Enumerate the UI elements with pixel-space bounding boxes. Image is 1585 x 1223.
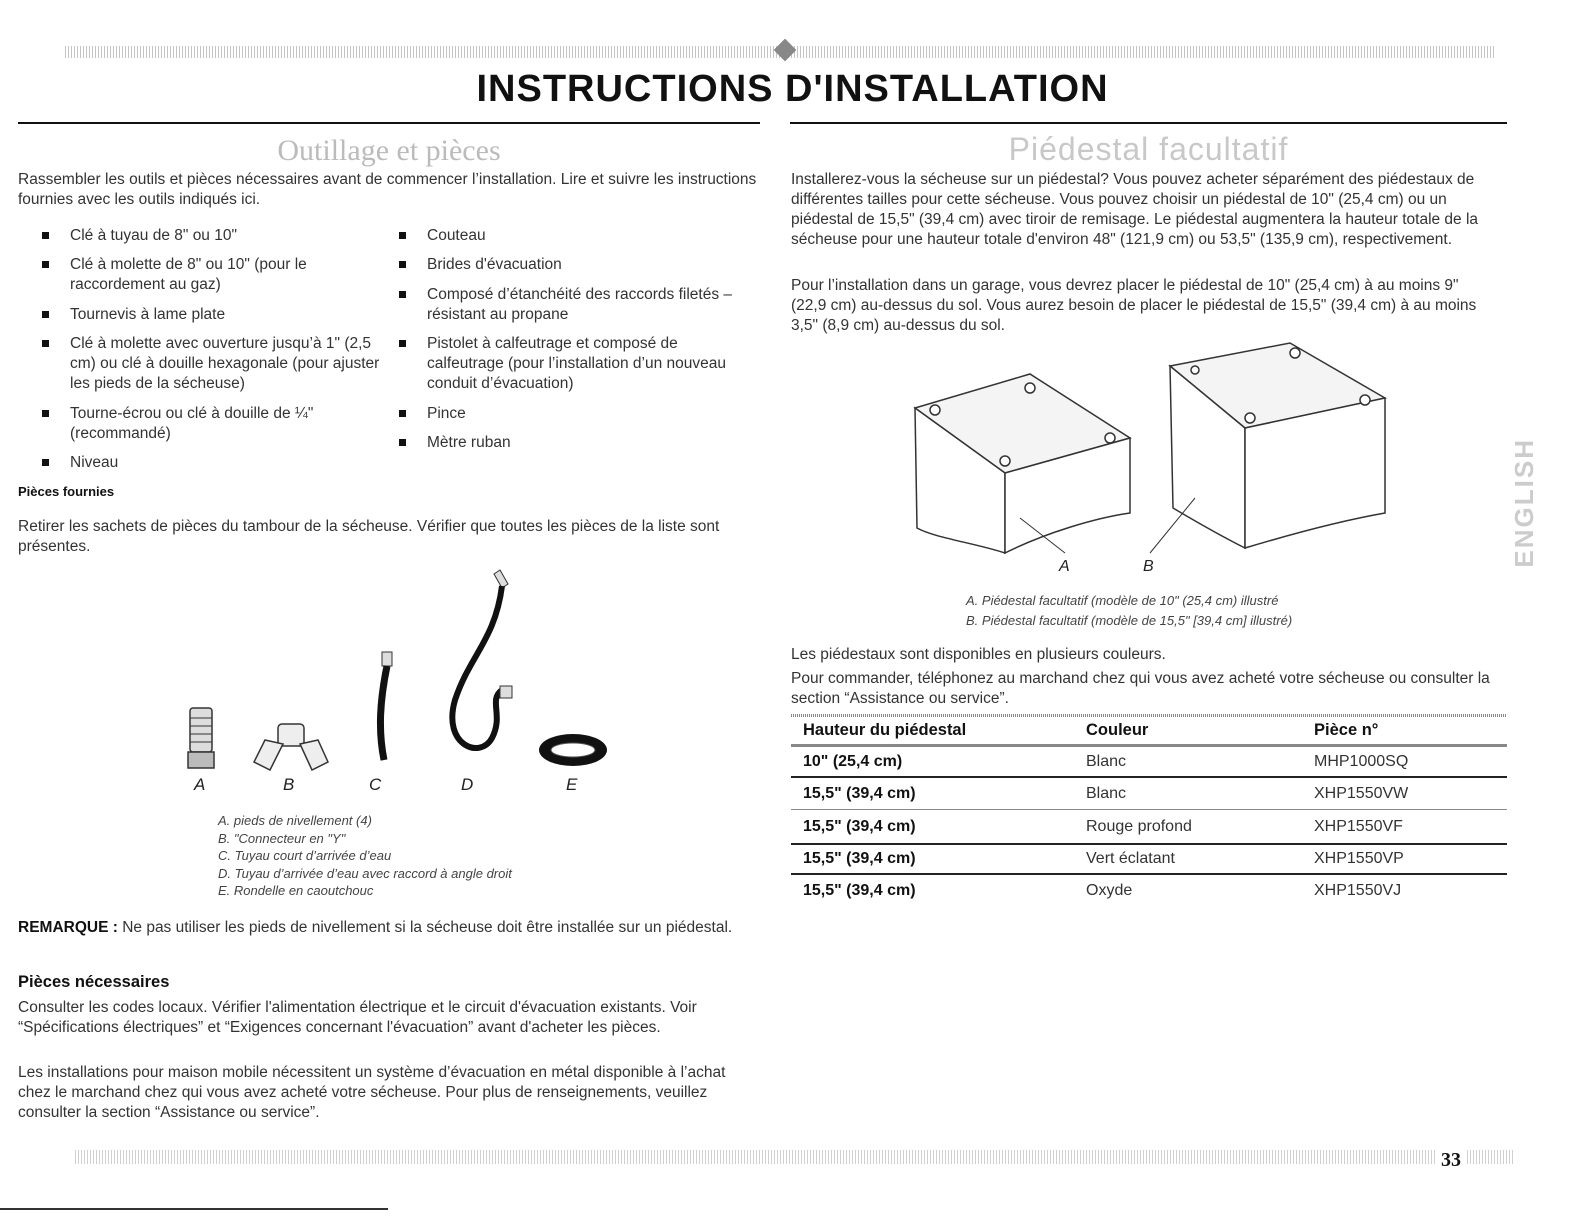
note-text: Ne pas utiliser les pieds de nivellement si la sécheuse doit être installée sur un piédestal.: [117, 919, 733, 936]
part-caption: C. Tuyau court d’arrivée d’eau: [218, 848, 392, 863]
part-caption: A. pieds de nivellement (4): [218, 813, 372, 828]
tool-item: Clé à molette avec ouverture jusqu’à 1" (2,5 cm) ou clé à douille hexagonale (pour ajuster les pieds de la sécheuse): [38, 334, 390, 394]
part-caption: D. Tuyau d’arrivée d’eau avec raccord à angle droit: [218, 865, 512, 881]
pedestal-illustration: [905, 338, 1395, 583]
pedestal-15in-icon: [1170, 343, 1385, 548]
table-cell: Rouge profond: [1086, 817, 1192, 835]
tool-item: Tourne-écrou ou clé à douille de ¼" (recommandé): [38, 404, 390, 444]
tool-item: Clé à tuyau de 8" ou 10": [38, 226, 390, 246]
table-cell: 15,5" (39,4 cm): [803, 850, 916, 867]
bottom-left-rule: [0, 1208, 388, 1210]
tool-item: Pince: [395, 404, 757, 424]
supplied-parts-illustration: [170, 560, 630, 790]
right-section-rule: [790, 122, 1507, 124]
table-cell: XHP1550VP: [1314, 850, 1404, 867]
part-label: E: [566, 775, 578, 794]
table-cell: Blanc: [1086, 784, 1127, 802]
table-row: [791, 747, 1507, 778]
tool-item: Composé d’étanchéité des raccords filetés – résistant au propane: [395, 285, 757, 325]
order-text: Pour commander, téléphonez au marchand chez qui vous avez acheté votre sécheuse ou consulter la section “Assistance ou service”.: [791, 670, 1490, 707]
right-section-title: Piédestal facultatif: [1008, 131, 1289, 167]
language-side-tab: [1509, 438, 1539, 568]
part-label: A: [194, 775, 206, 794]
table-header-cell: Pièce n°: [1314, 721, 1379, 739]
table-row: [791, 778, 1507, 810]
part-label: C: [369, 775, 382, 794]
supplied-parts-heading: Pièces fournies: [18, 484, 115, 499]
tool-item: Mètre ruban: [395, 433, 757, 453]
bottom-decorative-band: [75, 1150, 1515, 1164]
parts-captions: [218, 812, 638, 900]
table-cell: Vert éclatant: [1086, 850, 1175, 867]
language-side-tab-label: ENGLISH: [1509, 438, 1539, 568]
table-cell: 15,5" (39,4 cm): [803, 882, 916, 899]
tool-item: Clé à molette de 8" ou 10" (pour le raccordement au gaz): [38, 255, 390, 295]
tool-item: Niveau: [38, 453, 390, 473]
table-header-row: [791, 717, 1507, 747]
table-cell: 15,5" (39,4 cm): [803, 784, 916, 802]
table-cell: XHP1550VW: [1314, 784, 1409, 802]
table-cell: XHP1550VJ: [1314, 882, 1402, 899]
table-cell: MHP1000SQ: [1314, 752, 1409, 770]
angled-hose-icon: [452, 570, 512, 748]
table-cell: Blanc: [1086, 752, 1127, 770]
tool-item: Couteau: [395, 226, 757, 246]
table-cell: XHP1550VF: [1314, 817, 1403, 835]
pedestal-caption: A. Piédestal facultatif (modèle de 10" (25,4 cm) illustré: [966, 593, 1279, 608]
page-number: 33: [1437, 1149, 1465, 1172]
table-header-cell: Hauteur du piédestal: [803, 721, 967, 739]
table-row: [791, 810, 1507, 845]
pedestal-10in-icon: [915, 374, 1130, 553]
y-connector-icon: [254, 724, 328, 770]
pedestal-intro: Installerez-vous la sécheuse sur un piédestal? Vous pouvez acheter séparément des piédestaux de différentes tailles pour cette sécheuse. Vous pouvez choisir un piédestal de 10" (25,4 cm) ou un piédestal de 15,5" (39,4 cm) avec tiroir de remisage. Le piédestal augmentera la hauteur totale de la sécheuse pour une hauteur totale d'environ 48" (121,9 cm) ou 53,5" (135,9 cm), respectivement.: [791, 171, 1479, 248]
pedestal-label: B: [1143, 558, 1154, 575]
note-paragraph: [18, 918, 758, 938]
note-label: REMARQUE :: [18, 919, 118, 936]
part-caption: E. Rondelle en caoutchouc: [218, 883, 374, 898]
pedestal-garage-text: Pour l’installation dans un garage, vous devrez placer le piédestal de 10" (25,4 cm) à au moins 9" (22,9 cm) au-dessus du sol. Vous aurez besoin de placer le piédestal de 15,5" (39,4 cm) à au moins 3,5" (8,9 cm) au-dessus du sol.: [791, 277, 1477, 334]
pedestal-label: A: [1059, 558, 1070, 575]
table-row: [791, 875, 1507, 907]
table-header-cell: Couleur: [1086, 721, 1149, 739]
leveling-foot-icon: [188, 708, 214, 768]
tool-item: Tournevis à lame plate: [38, 305, 390, 325]
needed-parts-text: Consulter les codes locaux. Vérifier l'alimentation électrique et le circuit d'évacuation existants. Voir “Spécifications électriques” et “Exigences concernant l'évacuation” avant d'acheter les pièces.: [18, 999, 697, 1036]
table-row: [791, 845, 1507, 875]
needed-parts-heading: Pièces nécessaires: [18, 973, 170, 991]
part-label: D: [461, 775, 474, 794]
table-cell: 10" (25,4 cm): [803, 752, 903, 770]
rubber-washer-icon: [539, 734, 607, 766]
supplied-parts-text: Retirer les sachets de pièces du tambour de la sécheuse. Vérifier que toutes les pièces de la liste sont présentes.: [18, 518, 720, 555]
tool-item: Pistolet à calfeutrage et composé de calfeutrage (pour l’installation d’un nouveau conduit d’évacuation): [395, 334, 757, 394]
left-section-rule: [18, 122, 760, 124]
table-cell: Oxyde: [1086, 882, 1133, 899]
colors-text: Les piédestaux sont disponibles en plusieurs couleurs.: [791, 646, 1166, 663]
part-caption: B. "Connecteur en "Y": [218, 830, 346, 846]
part-label: B: [283, 775, 295, 794]
mobile-home-text: Les installations pour maison mobile nécessitent un système d’évacuation en métal disponible à l’achat chez le marchand chez qui vous avez acheté votre sécheuse. Pour plus de renseignements, veuillez consulter la section “Assistance ou service”.: [18, 1064, 726, 1121]
tools-intro: Rassembler les outils et pièces nécessaires avant de commencer l’installation. Lire et suivre les instructions fournies avec les outils indiqués ici.: [18, 171, 757, 208]
table-cell: 15,5" (39,4 cm): [803, 817, 916, 835]
pedestal-table: [791, 714, 1507, 907]
short-hose-icon: [380, 652, 392, 760]
left-section-title: Outillage et pièces: [277, 134, 501, 167]
page-title: INSTRUCTIONS D'INSTALLATION: [476, 68, 1109, 110]
pedestal-caption: B. Piédestal facultatif (modèle de 15,5" [39,4 cm] illustré): [966, 613, 1293, 628]
tool-item: Brides d'évacuation: [395, 255, 757, 275]
